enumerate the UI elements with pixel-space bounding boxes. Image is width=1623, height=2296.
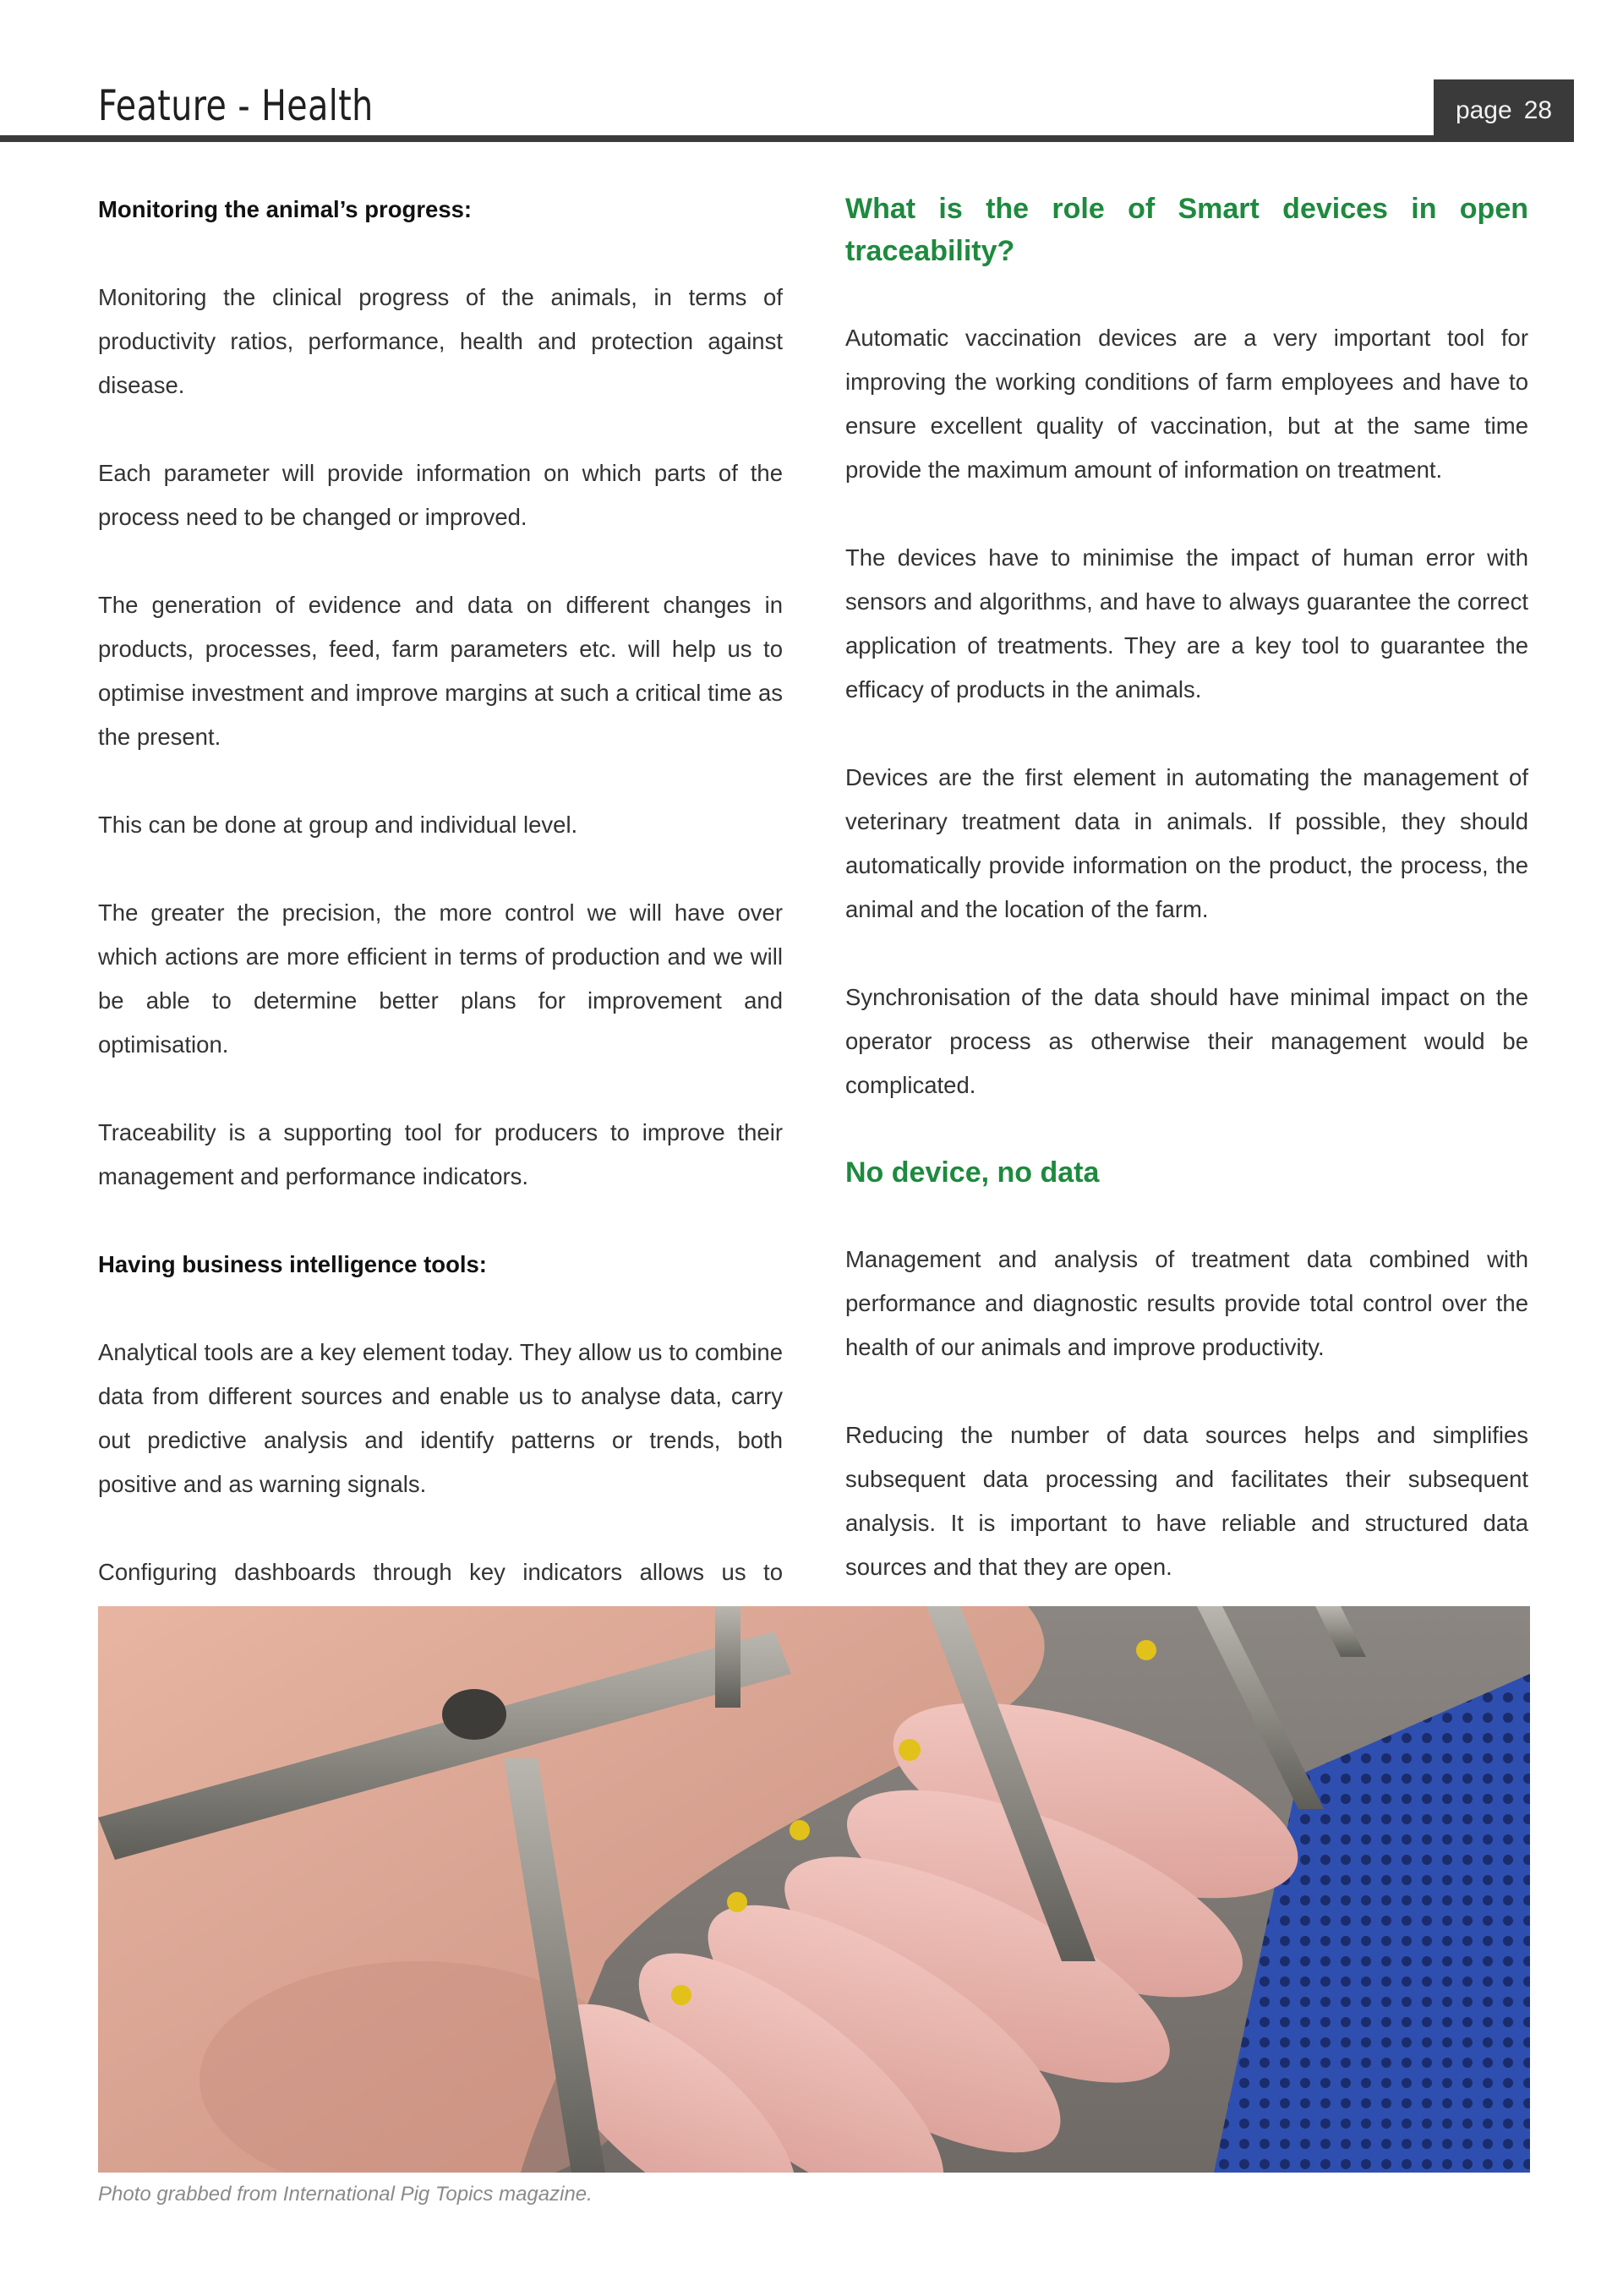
paragraph: The generation of evidence and data on different changes in products, processes, feed, farm parameters etc. will help us to optimise investment and improve margins at such a critical time as the present. xyxy=(98,592,783,750)
paragraph: Analytical tools are a key element today. They allow us to combine data from different sources and enable us to analyse data, carry out predictive analysis and identify patterns or trends, both positive and as warning signals. xyxy=(98,1339,783,1497)
paragraph: The greater the precision, the more control we will have over which actions are more efficient in terms of production and we will be able to determine better plans for improvement and optimisation. xyxy=(98,899,783,1058)
paragraph: Reducing the number of data sources helps and simplifies subsequent data processing and facilitates their subsequent analysis. It is important to have reliable and structured data sources and that they are open. xyxy=(845,1422,1528,1580)
page-number: 28 xyxy=(1523,96,1553,124)
paragraph: Monitoring the clinical progress of the animals, in terms of productivity ratios, performance, health and protection against disease. xyxy=(98,284,783,398)
section-heading-monitoring: Monitoring the animal’s progress: xyxy=(98,196,473,222)
pig-photo-illustration xyxy=(98,1606,1530,2173)
left-column xyxy=(98,188,783,1814)
pig-photo xyxy=(98,1606,1530,2173)
paragraph: This can be done at group and individual level. xyxy=(98,812,578,838)
paragraph: Management and analysis of treatment data combined with performance and diagnostic results provide total control over the health of our animals and improve productivity. xyxy=(845,1246,1528,1360)
section-heading-no-device: No device, no data xyxy=(845,1156,1100,1189)
paragraph: Traceability is a supporting tool for producers to improve their management and performance indicators. xyxy=(98,1119,783,1189)
section-heading-business-intelligence: Having business intelligence tools: xyxy=(98,1251,487,1277)
page-label: page xyxy=(1455,96,1512,124)
paragraph: Each parameter will provide information on which parts of the process need to be changed or improved. xyxy=(98,460,783,530)
paragraph: Devices are the first element in automating the management of veterinary treatment data in animals. If possible, they should automatically provide information on the product, the process, the animal and the location of the farm. xyxy=(845,764,1528,922)
right-column xyxy=(845,188,1528,1721)
paragraph: Configuring dashboards through key indicators allows us to xyxy=(98,1559,783,1585)
header-rule xyxy=(0,135,1574,142)
paragraph: The devices have to minimise the impact of human error with sensors and algorithms, and have to always guarantee the correct application of treatments. They are a key tool to guarantee the efficacy of products in the animals. xyxy=(845,544,1528,702)
paragraph: Automatic vaccination devices are a very important tool for improving the working conditions of farm employees and have to ensure excellent quality of vaccination, but at the same time provide the maximum amount of information on treatment. xyxy=(845,325,1528,483)
page-number-tab xyxy=(1434,79,1574,142)
paragraph: Synchronisation of the data should have minimal impact on the operator process as otherwise their management would be complicated. xyxy=(845,984,1528,1098)
section-heading-smart-devices: What is the role of Smart devices in open traceability? xyxy=(845,193,1528,267)
photo-caption: Photo grabbed from International Pig Topics magazine. xyxy=(98,2183,593,2206)
page-title: Feature - Health xyxy=(98,81,374,130)
